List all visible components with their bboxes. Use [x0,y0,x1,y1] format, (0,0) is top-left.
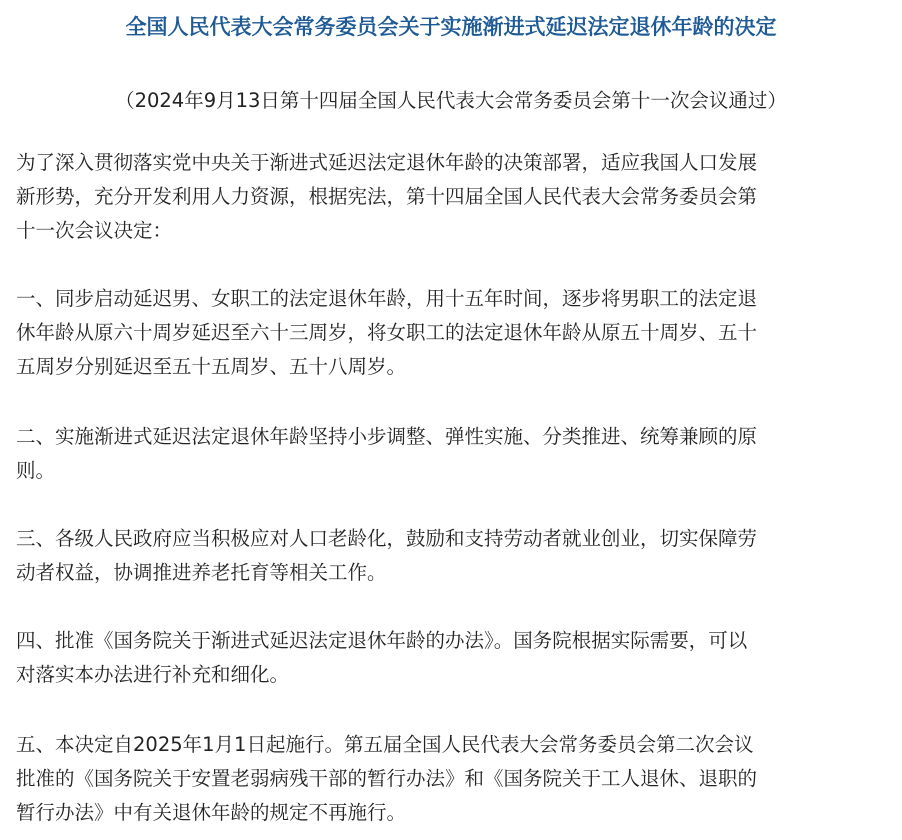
document-title: 全国人民代表大会常务委员会关于实施渐进式延迟法定退休年龄的决定 [125,15,777,39]
paragraph-line: 一、同步启动延迟男、女职工的法定退休年龄，用十五年时间，逐步将男职工的法定退 [16,287,758,310]
paragraph-line: 十一次会议决定： [16,219,173,242]
paragraph-line: 五周岁分别延迟至五十五周岁、五十八周岁。 [16,355,407,378]
preamble-paragraph [16,146,886,248]
paragraph-line: 动者权益，协调推进养老托育等相关工作。 [16,561,387,584]
paragraph-line: 则。 [16,459,56,482]
paragraph-line: 批准的《国务院关于安置老弱病残干部的暂行办法》和《国务院关于工人退休、退职的 [16,767,758,790]
paragraph-line: 四、批准《国务院关于渐进式延迟法定退休年龄的办法》。国务院根据实际需要，可以 [16,629,748,652]
article-1-paragraph [16,282,886,384]
paragraph-line: 五、本决定自2025年1月1日起施行。第五届全国人民代表大会常务委员会第二次会议 [16,733,754,756]
paragraph-line: 休年龄从原六十周岁延迟至六十三周岁，将女职工的法定退休年龄从原五十周岁、五十 [16,321,758,344]
paragraph-line: 新形势，充分开发利用人力资源，根据宪法，第十四届全国人民代表大会常务委员会第 [16,185,758,208]
article-2-paragraph [16,420,886,488]
paragraph-line: 二、实施渐进式延迟法定退休年龄坚持小步调整、弹性实施、分类推进、统筹兼顾的原 [16,425,758,448]
paragraph-line: 三、各级人民政府应当积极应对人口老龄化，鼓励和支持劳动者就业创业，切实保障劳 [16,527,758,550]
article-3-paragraph [16,522,886,590]
document-subtitle: （2024年9月13日第十四届全国人民代表大会常务委员会第十一次会议通过） [115,89,787,112]
article-4-paragraph [16,624,886,692]
paragraph-line: 为了深入贯彻落实党中央关于渐进式延迟法定退休年龄的决策部署，适应我国人口发展 [16,151,758,174]
paragraph-line: 对落实本办法进行补充和细化。 [16,663,290,686]
paragraph-line: 暂行办法》中有关退休年龄的规定不再施行。 [16,801,407,824]
article-5-paragraph [16,728,886,830]
